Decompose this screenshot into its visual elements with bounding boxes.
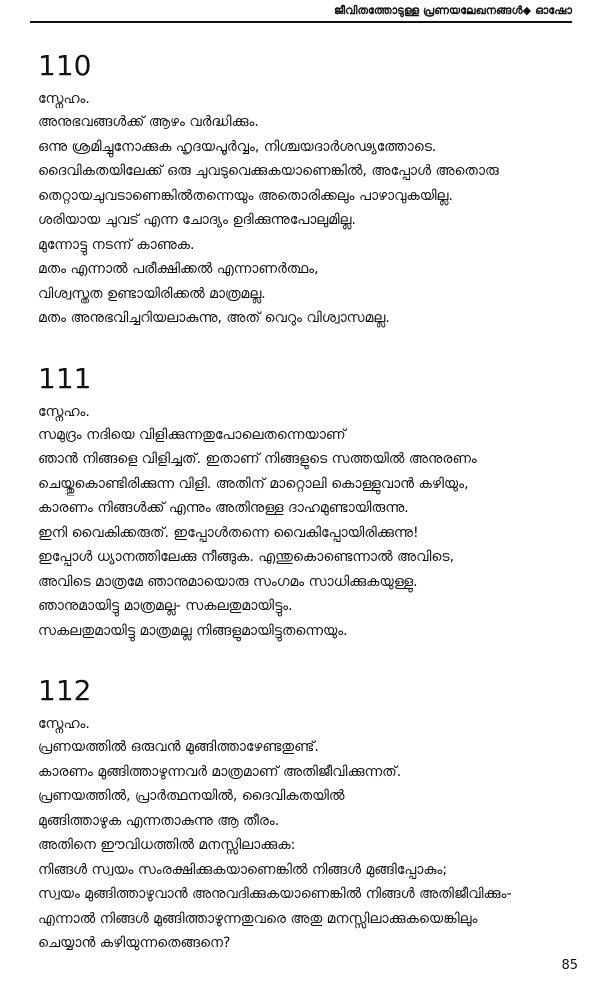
text-line: കാരണം മുങ്ങിത്താഴുന്നവർ മാത്രമാണ് അതിജീവിക്കുന്നത്. xyxy=(38,763,402,780)
section-111 xyxy=(38,359,578,644)
text-line: ദൈവികതയിലേക്ക് ഒരു ചുവടുവെക്കുകയാണെങ്കിൽ, അപ്പോൾ അതൊരു xyxy=(38,163,499,179)
text-line: സ്വയം മുങ്ങിത്താഴുവാൻ അനുവദിക്കുകയാണെങ്കിൽ നിങ്ങൾ അതിജീവിക്കും- xyxy=(38,886,512,902)
text-line: മതം എന്നാൽ പരീക്ഷിക്കൽ എന്നാണർത്ഥം, xyxy=(38,261,319,277)
section-number: 110 xyxy=(38,49,92,82)
text-line: പ്രണയത്തിൽ ഒരുവൻ മുങ്ങിത്താഴേണ്ടതുണ്ട്. xyxy=(38,739,319,755)
text-line: ഒന്നു ശ്രമിച്ചുനോക്കുക ഹൃദയപൂർവ്വം, നിശ്ചയദാർശഢ്യത്തോടെ. xyxy=(38,138,437,155)
text-line: പ്രണയത്തിൽ, പ്രാർത്ഥനയിൽ, ദൈവികതയിൽ xyxy=(38,788,345,804)
text-line: അതിനെ ഈവിധത്തിൽ മനസ്സിലാക്കുക: xyxy=(38,837,296,853)
section-110 xyxy=(38,46,578,331)
section-number: 111 xyxy=(38,361,92,395)
text-line: വിശ്വസ്തത ഉണ്ടായിരിക്കൽ മാത്രമല്ല. xyxy=(38,285,266,302)
text-line: ഞാനുമായിട്ടു മാത്രമല്ല- സകലതുമായിട്ടും. xyxy=(38,598,293,614)
text-line: ഇപ്പോൾ ധ്യാനത്തിലേക്കു നീങ്ങുക. എന്തുകൊണ്ടെന്നാൽ അവിടെ, xyxy=(38,549,455,565)
running-header xyxy=(0,0,600,26)
section-112 xyxy=(38,671,578,956)
section-title: സ്നേഹം. xyxy=(38,91,90,107)
text-line: അനുഭവങ്ങൾക്ക് ആഴം വർദ്ധിക്കും. xyxy=(38,114,259,130)
section-title: സ്നേഹം. xyxy=(38,716,90,732)
section-number: 112 xyxy=(38,674,92,707)
section-title: സ്നേഹം. xyxy=(38,403,90,420)
text-line: അവിടെ മാത്രമേ ഞാനുമായൊരു സംഗമം സാധിക്കുകയുള്ളു. xyxy=(38,573,418,590)
text-line: ശരിയായ ചുവട് എന്ന ചോദ്യം ഉദിക്കുന്നുപോലുമില്ല. xyxy=(38,212,356,228)
text-line: കാരണം നിങ്ങൾക്ക് എന്നും അതിനുള്ള ദാഹമുണ്ടായിരുന്നു. xyxy=(38,500,409,516)
text-line: മതം അനുഭവിച്ചറിയലാകുന്നു, അത് വെറും വിശ്വാസമല്ല. xyxy=(38,310,390,326)
text-line: മുന്നോട്ടു നടന്ന് കാണുക. xyxy=(38,236,195,253)
running-title: ജീവിതത്തോടുള്ള പ്രണയലേഖനങ്ങൾ◆ ഓഷോ xyxy=(334,4,572,17)
text-line: സമുദ്രം നദിയെ വിളിക്കുന്നതുപോലെതന്നെയാണ് xyxy=(38,426,346,443)
text-line: സകലതുമായിട്ടു മാത്രമല്ല നിങ്ങളുമായിട്ടുതന്നെയും. xyxy=(38,622,348,639)
text-line: എന്നാൽ നിങ്ങൾ മുങ്ങിത്താഴുന്നതുവരെ അതു മനസ്സിലാക്കുകയെങ്കിലും xyxy=(38,910,478,927)
text-line: ഇനി വൈകിക്കരുത്. ഇപ്പോൾതന്നെ വൈകിപ്പോയിരിക്കുന്നു! xyxy=(38,524,419,541)
header-rule xyxy=(30,21,572,23)
page-body xyxy=(38,46,578,956)
text-line: മുങ്ങിത്താഴുക എന്നതാകുന്നു ആ തീരം. xyxy=(38,812,280,829)
text-line: നിങ്ങൾ സ്വയം സംരക്ഷിക്കുകയാണെങ്കിൽ നിങ്ങൾ മുങ്ങിപ്പോകും; xyxy=(38,861,448,878)
text-line: തെറ്റായചുവടാണെങ്കിൽതന്നെയും അതൊരിക്കലും പാഴാവുകയില്ല. xyxy=(38,187,453,204)
text-line: ചെയ്യാൻ കഴിയുന്നതെങ്ങനെ? xyxy=(38,935,231,951)
text-line: ചെയ്തുകൊണ്ടിരിക്കുന്ന വിളി. അതിന് മാറ്റൊലി കൊള്ളുവാൻ കഴിയും, xyxy=(38,475,469,492)
text-line: ഞാൻ നിങ്ങളെ വിളിച്ചത്. ഇതാണ് നിങ്ങളുടെ സത്തയിൽ അനുരണം xyxy=(38,451,477,467)
page-number: 85 xyxy=(561,958,578,973)
